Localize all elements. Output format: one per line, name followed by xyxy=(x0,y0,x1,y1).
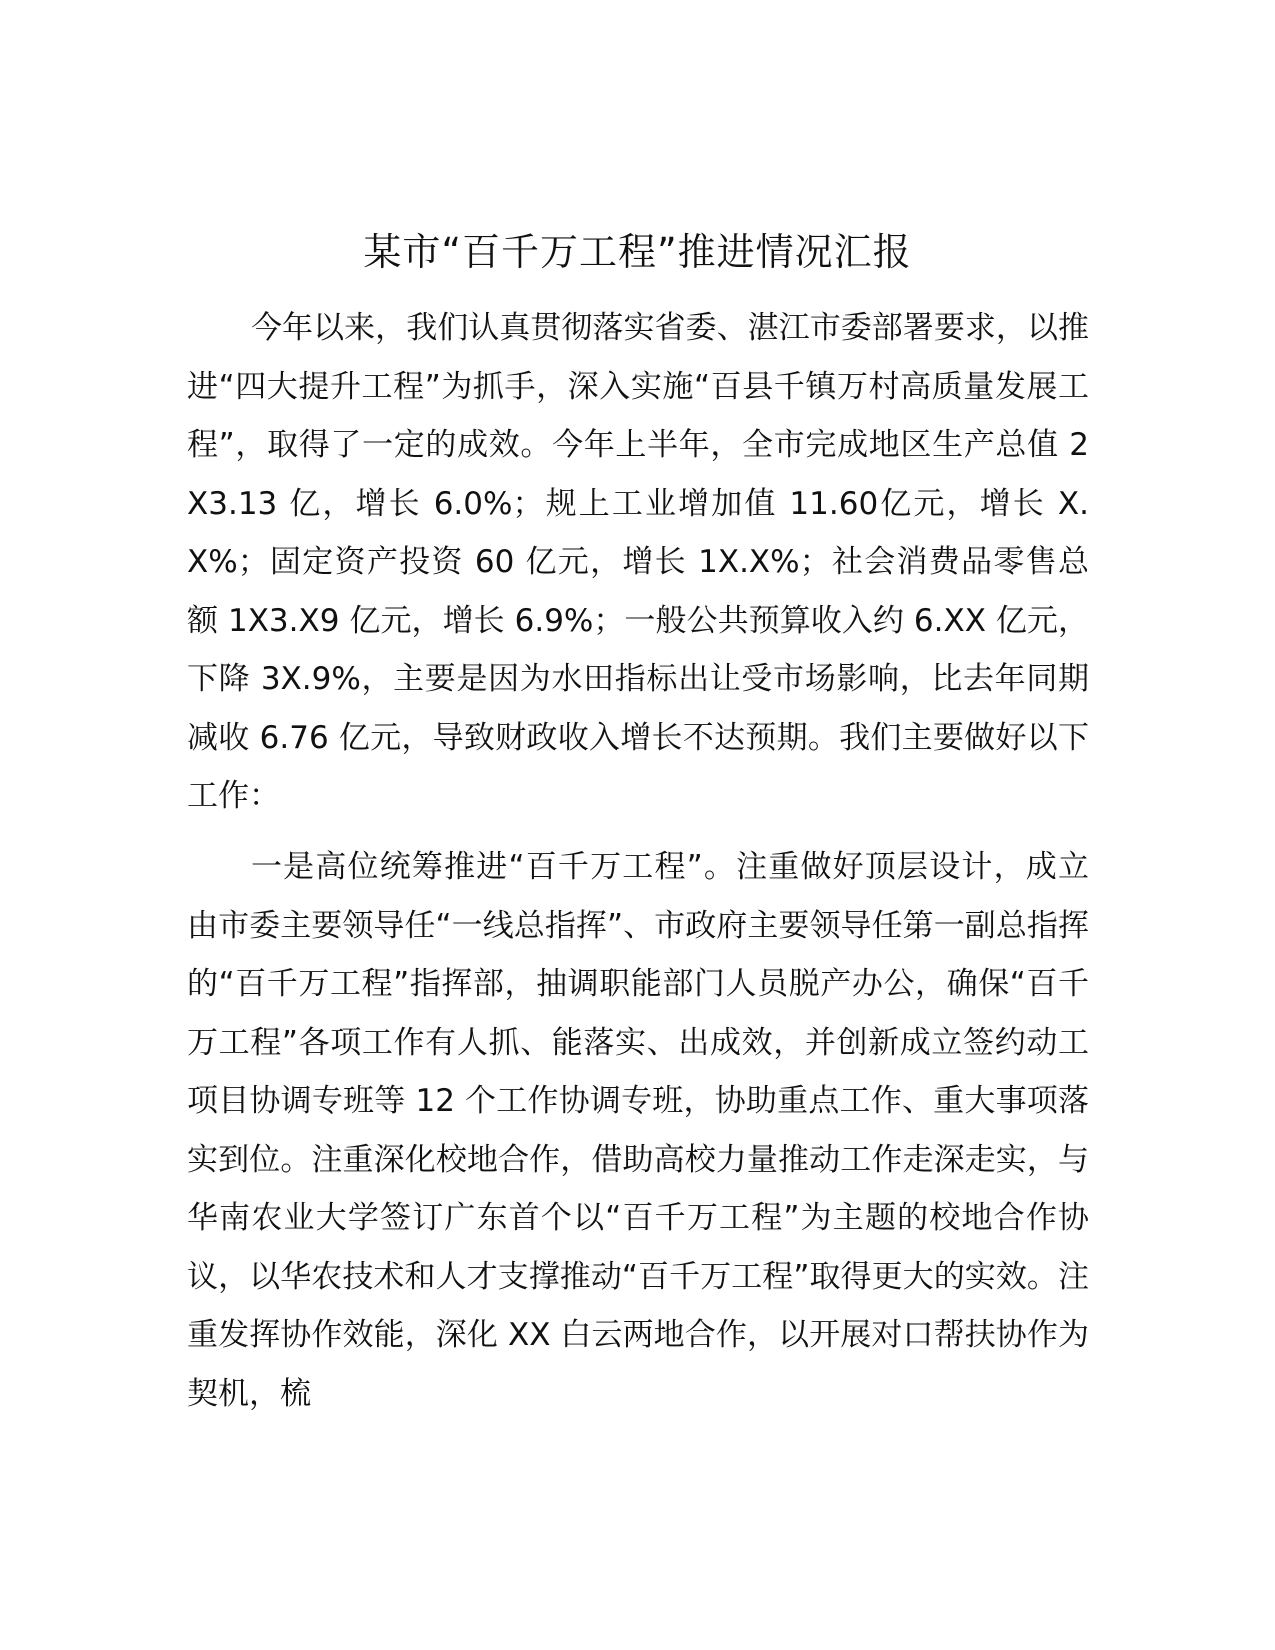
document-title: 某市“百千万工程”推进情况汇报 xyxy=(363,230,912,274)
paragraph-overview: 今年以来，我们认真贯彻落实省委、湛江市委部署要求，以推进“四大提升工程”为抓手，深入实施“百县千镇万村高质量发展工程”，取得了一定的成效。今年上半年，全市完成地区生产总值 2X3.13 亿，增长 6.0%；规上工业增加值 11.60亿元，增长 X.X%；固定资产投资 60 亿元，增长 1X.X%；社会消费品零售总额 1X3.X9 亿元，增长 6.9%；一般公共预算收入约 6.XX 亿元，下降 3X.9%，主要是因为水田指标出让受市场影响，比去年同期减收 6.76 亿元，导致财政收入增长不达预期。我们主要做好以下工作： xyxy=(187,310,1089,814)
paragraph-work-one: 一是高位统筹推进“百千万工程”。注重做好顶层设计，成立由市委主要领导任“一线总指挥”、市政府主要领导任第一副总指挥的“百千万工程”指挥部，抽调职能部门人员脱产办公，确保“百千万工程”各项工作有人抓、能落实、出成效，并创新成立签约动工项目协调专班等 12 个工作协调专班，协助重点工作、重大事项落实到位。注重深化校地合作，借助高校力量推动工作走深走实，与华南农业大学签订广东首个以“百千万工程”为主题的校地合作协议，以华农技术和人才支撑推动“百千万工程”取得更大的实效。注重发挥协作效能，深化 XX 白云两地合作，以开展对口帮扶协作为契机，梳 xyxy=(187,849,1089,1412)
